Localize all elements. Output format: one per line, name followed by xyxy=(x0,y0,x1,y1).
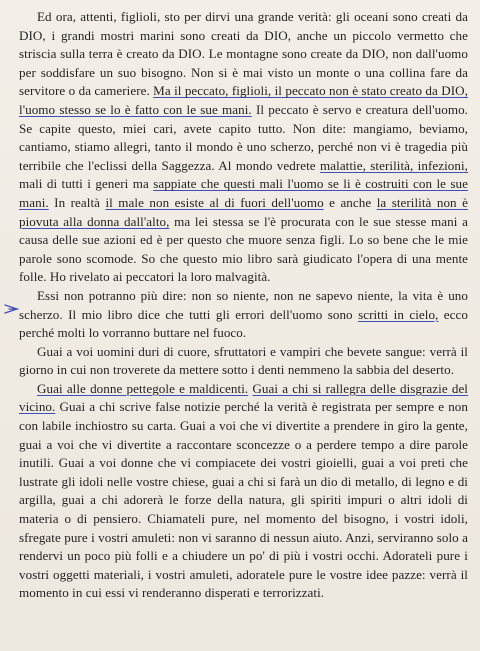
underlined-passage: la sterilità non è piovuta alla donna dall'alto, xyxy=(19,194,468,229)
margin-arrow-mark xyxy=(4,303,20,315)
text-run: Ed ora, attenti, figlioli, sto per dirvi una grande verità: gli oceani sono creati da DIO, i grandi mostri marini sono creati da DIO, anche un piccolo vermetto che striscia sulla terra è creato da DIO. Le montagne sono create da DIO, non dall'uomo per soddisfare un suo bisogno. Non si è mai visto un monte o una collina fare da servitore o da cameriere. xyxy=(19,9,468,99)
underlined-passage: scritti in cielo, xyxy=(358,306,439,322)
paragraph xyxy=(19,287,468,343)
text-run: ecco perché molti lo vorranno buttare nel fuoco. xyxy=(19,306,468,341)
paragraph xyxy=(19,343,468,380)
text-run: Il peccato è servo e creatura dell'uomo. Se capite questo, miei cari, avete capito tutto. Non dite: mangiamo, beviamo, cantiamo, stiamo allegri, tanto il mondo è uno scherzo, perché non vi è tragedia più terribile che l'eclissi della Saggezza. Al mondo vedrete xyxy=(19,101,468,173)
underlined-passage: Guai alle donne pettegole e maldicenti. xyxy=(37,380,249,396)
underlined-passage: il male non esiste al di fuori dell'uomo xyxy=(105,194,324,210)
text-run: Essi non potranno più dire: non so niente, non ne sapevo niente, la vita è uno scherzo. Il mio libro dice che tutti gli errori dell'uomo sono xyxy=(19,287,468,322)
text-run: ma lei stessa se l'è procurata con le sue stesse mani a causa delle sue azioni ed è per questo che muore senza figli. Lo so bene che le mie parole sono scomode. So che questo mio libro sarà giudicato l'opera di una mente folle. Ho rivelato ai peccatori la loro malvagità. xyxy=(19,213,468,285)
paragraph xyxy=(19,8,468,287)
text-run: e anche xyxy=(323,194,377,210)
text-run: Guai a chi scrive false notizie perché la verità è registrata per sempre e non con labile inchiostro su carta. Guai a voi che vi divertite a prendere in giro la gente, guai a voi che vi divertite a raccontare sconcezze o a perdere tempo a dire parole inutili. Guai a voi donne che vi compiacete dei vostri gioielli, guai a voi preti che lustrate gli idoli nelle vostre chiese, guai a chi si farà un dio di metallo, di legno e di argilla, guai a chi adorerà le forze della natura, gli spiriti impuri o altri idoli di materia o di pensiero. Chiamateli pure, nel momento del bisogno, i vostri idoli, sfregate pure i vostri amuleti: non vi saranno di nessun aiuto. Anzi, serviranno solo a rendervi un poco più folli e a chiudere un po' di più i vostri occhi. Adorateli pure i vostri oggetti materiali, i vostri amuleti, adoratele pure le vostre idee pazze: verrà il momento in cui essi vi renderanno disperati e terrorizzati. xyxy=(19,399,468,601)
text-run: mali di tutti i generi ma xyxy=(19,176,154,192)
underlined-passage: Ma il peccato, figlioli, il peccato non è stato creato da DIO, l'uomo stesso se lo è fatto con le sue mani. xyxy=(19,83,469,117)
text-run: In realtà xyxy=(48,194,106,210)
underlined-passage: sappiate che questi mali l'uomo se li è costruiti con le sue mani. xyxy=(19,176,468,210)
paragraph xyxy=(19,380,468,603)
text-run: Guai a voi uomini duri di cuore, sfruttatori e vampiri che bevete sangue: verrà il giorno in cui non troverete da mettere sotto i denti nemmeno la sabbia del deserto. xyxy=(19,343,468,378)
underlined-passage: Guai a chi si rallegra delle disgrazie del vicino. xyxy=(19,380,468,415)
underlined-passage: malattie, sterilità, infezioni, xyxy=(320,157,468,173)
body-text xyxy=(19,8,468,603)
